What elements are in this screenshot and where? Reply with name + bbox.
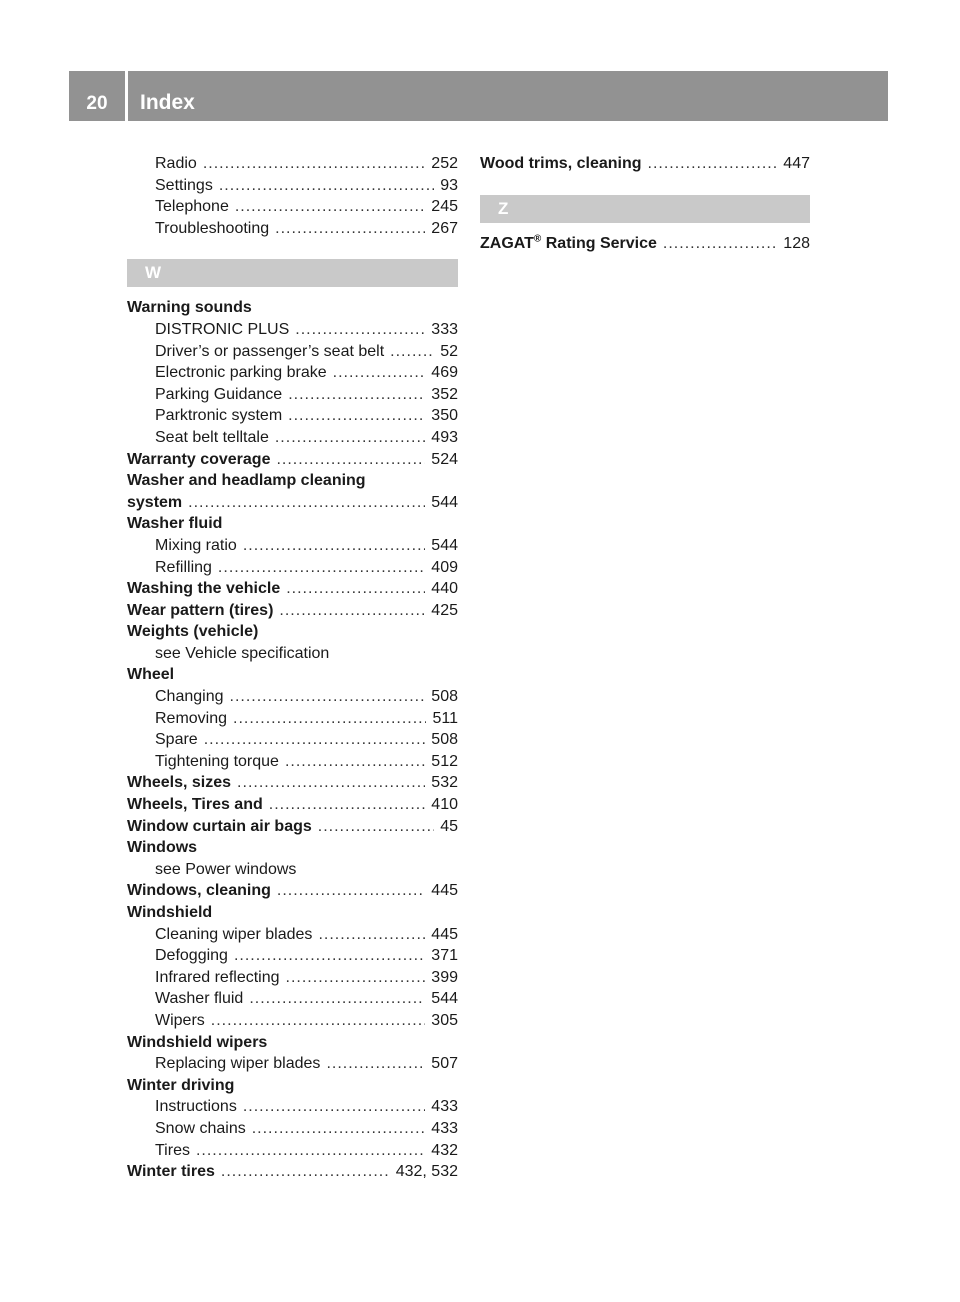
index-subentry[interactable] (127, 1118, 458, 1140)
entry-label-text: Telephone (155, 198, 229, 216)
dot-leader (221, 1161, 390, 1183)
page-reference[interactable]: 433 (431, 1119, 458, 1137)
dot-leader (318, 816, 434, 838)
dot-leader (326, 1053, 425, 1075)
dot-leader (285, 751, 425, 773)
index-entry[interactable] (480, 233, 810, 255)
entry-label-text: Driver’s or passenger’s seat belt (155, 342, 385, 360)
section-spacer (480, 223, 810, 233)
section-spacer (480, 175, 810, 195)
index-subentry[interactable] (127, 341, 458, 363)
index-subentry[interactable] (127, 362, 458, 384)
dot-leader (234, 945, 425, 967)
entry-label (155, 1053, 320, 1075)
entry-label-text: Snow chains (155, 1119, 246, 1137)
entry-label (127, 600, 273, 622)
entry-label-text: Windshield wipers (127, 1033, 268, 1051)
index-subentry (127, 643, 458, 665)
entry-label (155, 924, 312, 946)
entry-label (127, 1032, 267, 1054)
dot-leader (663, 233, 777, 255)
page-title: Index (140, 91, 195, 114)
entry-label-text: Spare (155, 731, 198, 749)
entry-label (127, 837, 197, 859)
entry-label-text: Windows (127, 839, 198, 857)
entry-label-text: Seat belt telltale (155, 428, 269, 446)
index-subentry[interactable] (127, 988, 458, 1010)
page-reference[interactable]: 245 (431, 198, 458, 216)
page-reference[interactable]: 371 (431, 947, 458, 965)
entry-label (155, 427, 269, 449)
index-entry[interactable] (127, 1161, 458, 1183)
index-entry[interactable] (480, 153, 810, 175)
page-reference[interactable]: 409 (431, 558, 458, 576)
entry-label (127, 513, 222, 535)
dot-leader (269, 794, 426, 816)
entry-label (155, 557, 212, 579)
index-subentry[interactable] (127, 405, 458, 427)
index-subentry[interactable] (127, 175, 458, 197)
section-spacer (127, 239, 458, 259)
dot-leader (203, 153, 425, 175)
index-subentry[interactable] (127, 319, 458, 341)
index-subentry[interactable] (127, 153, 458, 175)
page-reference[interactable]: 399 (431, 968, 458, 986)
entry-label (155, 686, 224, 708)
index-subentry[interactable] (127, 967, 458, 989)
entry-label (155, 175, 213, 197)
dot-leader (318, 924, 425, 946)
index-subentry[interactable] (127, 384, 458, 406)
entry-label-text: Windshield (127, 904, 213, 921)
page-reference[interactable]: 52 (440, 342, 458, 360)
entry-label-text: see Power windows (155, 860, 297, 878)
dot-leader (211, 1010, 426, 1032)
entry-label-text: Replacing wiper blades (155, 1055, 321, 1073)
entry-label (155, 1010, 205, 1032)
entry-label (155, 859, 296, 881)
entry-label (127, 880, 271, 902)
dot-leader (275, 218, 425, 240)
header-divider (125, 71, 128, 121)
entry-label-text: Instructions (155, 1098, 237, 1116)
page-reference[interactable]: 350 (431, 407, 458, 425)
index-subentry[interactable] (127, 1140, 458, 1162)
entry-label-text: Warranty coverage (127, 450, 271, 468)
dot-leader (333, 362, 426, 384)
entry-label-text: Washer fluid (127, 515, 223, 533)
entry-label-text: Settings (155, 176, 213, 194)
entry-label (127, 621, 258, 643)
page-reference[interactable]: 532 (431, 774, 458, 792)
index-entry[interactable] (127, 880, 458, 902)
entry-label-text: Washer fluid (155, 990, 244, 1008)
entry-label-text: Changing (155, 688, 224, 706)
entry-label-text: Tightening torque (155, 752, 279, 770)
index-subentry[interactable] (127, 924, 458, 946)
dot-leader (243, 535, 425, 557)
entry-label-text: Parking Guidance (155, 385, 283, 403)
dot-leader (275, 427, 425, 449)
entry-label-text: Wheels, Tires and (127, 796, 263, 814)
entry-label-text: Winter driving (127, 1076, 235, 1094)
entry-label (155, 945, 228, 967)
index-entry (127, 513, 458, 535)
entry-label-text: Parktronic system (155, 407, 283, 425)
entry-label-text: Defogging (155, 947, 228, 965)
index-entry (127, 1032, 458, 1054)
entry-label-text: Window curtain air bags (127, 817, 312, 835)
index-subentry[interactable] (127, 945, 458, 967)
page-reference[interactable]: 493 (431, 428, 458, 446)
entry-label (127, 470, 366, 492)
dot-leader (295, 319, 425, 341)
page-reference[interactable]: 508 (431, 688, 458, 706)
index-subentry[interactable] (127, 218, 458, 240)
page-reference[interactable]: 508 (431, 731, 458, 749)
entry-label (155, 643, 329, 665)
dot-leader (188, 492, 425, 514)
index-entry (127, 902, 458, 924)
index-entry[interactable] (127, 794, 458, 816)
index-entry (127, 1075, 458, 1097)
dot-leader (237, 772, 425, 794)
page-reference[interactable]: 128 (783, 234, 810, 252)
entry-label (127, 1161, 215, 1183)
page-reference[interactable]: 469 (431, 364, 458, 382)
index-entry[interactable] (127, 492, 458, 514)
page-reference[interactable]: 410 (431, 796, 458, 814)
entry-label-text: Radio (155, 155, 197, 172)
index-entry (127, 837, 458, 859)
entry-label-text: Winter tires (127, 1163, 215, 1181)
entry-label-text: Cleaning wiper blades (155, 925, 313, 943)
index-subentry[interactable] (127, 751, 458, 773)
page-reference[interactable]: 433 (431, 1098, 458, 1116)
entry-label-text: ZAGAT (480, 234, 534, 252)
index-entry (127, 664, 458, 686)
entry-label (127, 816, 312, 838)
page-reference[interactable]: 305 (431, 1011, 458, 1029)
index-entry (127, 470, 458, 492)
entry-label (155, 196, 229, 218)
entry-label-text: Wood trims, cleaning (480, 155, 642, 172)
dot-leader (288, 405, 425, 427)
page-reference[interactable]: 267 (431, 219, 458, 237)
entry-label (127, 794, 263, 816)
entry-label-text: Windows, cleaning (127, 882, 271, 900)
page-reference[interactable]: 445 (431, 925, 458, 943)
dot-leader (219, 175, 434, 197)
entry-label (480, 153, 642, 175)
dot-leader (196, 1140, 425, 1162)
entry-label (155, 1096, 237, 1118)
entry-label-text: Wipers (155, 1011, 205, 1029)
entry-label-text: Wheels, sizes (127, 774, 232, 792)
entry-label-text: Wheel (127, 666, 175, 684)
page-reference[interactable]: 425 (431, 601, 458, 619)
entry-label (155, 1118, 246, 1140)
entry-label (155, 319, 289, 341)
page-reference[interactable]: 445 (431, 882, 458, 900)
index-entry[interactable] (127, 816, 458, 838)
index-subentry[interactable] (127, 1096, 458, 1118)
index-subentry[interactable] (127, 557, 458, 579)
entry-label (155, 218, 269, 240)
page-reference[interactable]: 544 (431, 493, 458, 511)
index-entry[interactable] (127, 449, 458, 471)
index-subentry[interactable] (127, 535, 458, 557)
index-subentry[interactable] (127, 196, 458, 218)
dot-leader (288, 384, 425, 406)
entry-label (127, 297, 252, 319)
entry-label-text: Weights (vehicle) (127, 623, 259, 641)
page-reference[interactable]: 544 (431, 990, 458, 1008)
entry-label (155, 988, 243, 1010)
page-reference[interactable]: 352 (431, 385, 458, 403)
entry-label-text: see Vehicle specification (155, 644, 330, 662)
page-reference[interactable]: 447 (783, 155, 810, 172)
entry-label-text: Warning sounds (127, 299, 252, 317)
entry-label-text: Electronic parking brake (155, 364, 327, 382)
page-header (69, 71, 888, 121)
page-reference[interactable]: 333 (431, 320, 458, 338)
page-reference[interactable]: 93 (440, 176, 458, 194)
dot-leader (277, 880, 425, 902)
entry-label (155, 729, 198, 751)
page-reference[interactable]: 440 (431, 580, 458, 598)
dot-leader (390, 341, 434, 363)
index-column-left (127, 153, 458, 1183)
entry-label (127, 1075, 234, 1097)
page-reference[interactable]: 45 (440, 817, 458, 835)
entry-label (480, 233, 657, 255)
index-entry[interactable] (127, 772, 458, 794)
entry-label-text: system (127, 493, 183, 511)
index-subentry[interactable] (127, 708, 458, 730)
entry-label (155, 535, 237, 557)
entry-label (127, 492, 182, 514)
entry-label (127, 449, 270, 471)
page-reference[interactable]: 432, 532 (395, 1163, 458, 1181)
entry-label (155, 967, 280, 989)
index-entry[interactable] (127, 578, 458, 600)
entry-label (127, 664, 174, 686)
dot-leader (235, 196, 425, 218)
entry-label-text: Troubleshooting (155, 219, 270, 237)
entry-label (155, 751, 279, 773)
index-subentry (127, 859, 458, 881)
index-subentry[interactable] (127, 1053, 458, 1075)
dot-leader (279, 600, 425, 622)
dot-leader (252, 1118, 426, 1140)
index-entry (127, 621, 458, 643)
dot-leader (648, 153, 778, 175)
page-number: 20 (86, 93, 108, 114)
entry-label-text: Washing the vehicle (127, 580, 281, 598)
entry-label-text: Tires (155, 1141, 190, 1159)
index-subentry[interactable] (127, 686, 458, 708)
entry-label-text: Infrared reflecting (155, 968, 280, 986)
entry-label (127, 772, 231, 794)
section-spacer (127, 287, 458, 297)
entry-label (155, 362, 327, 384)
entry-label-text: Washer and headlamp cleaning (127, 472, 366, 490)
dot-leader (276, 449, 425, 471)
entry-label (155, 405, 282, 427)
entry-label (155, 708, 227, 730)
entry-label-text: DISTRONIC PLUS (155, 320, 290, 338)
entry-label-text: Wear pattern (tires) (127, 601, 274, 619)
entry-label (155, 153, 197, 175)
dot-leader (243, 1096, 425, 1118)
entry-label (127, 578, 280, 600)
dot-leader (230, 686, 426, 708)
page-reference[interactable]: 511 (432, 709, 458, 727)
entry-label (155, 341, 384, 363)
index-entry (127, 297, 458, 319)
page-reference[interactable]: 544 (431, 536, 458, 554)
page-reference[interactable]: 507 (431, 1055, 458, 1073)
index-subentry[interactable] (127, 427, 458, 449)
entry-label (155, 384, 282, 406)
dot-leader (249, 988, 425, 1010)
index-subentry[interactable] (127, 729, 458, 751)
dot-leader (204, 729, 426, 751)
index-subentry[interactable] (127, 1010, 458, 1032)
page-reference[interactable]: 524 (431, 450, 458, 468)
page-reference[interactable]: 252 (431, 155, 458, 172)
page-reference[interactable]: 432 (431, 1141, 458, 1159)
index-entry[interactable] (127, 600, 458, 622)
registered-mark: ® (533, 233, 542, 245)
dot-leader (286, 578, 425, 600)
entry-label-text: Removing (155, 709, 228, 727)
dot-leader (286, 967, 426, 989)
entry-label-suffix: Rating Service (541, 234, 657, 252)
entry-label-text: Refilling (155, 558, 212, 576)
index-letter-heading: W (127, 259, 458, 287)
dot-leader (233, 708, 426, 730)
page-reference[interactable]: 512 (431, 752, 458, 770)
entry-label-text: Mixing ratio (155, 536, 237, 554)
index-letter-heading: Z (480, 195, 810, 223)
entry-label (155, 1140, 190, 1162)
index-column-right (480, 153, 810, 254)
dot-leader (218, 557, 425, 579)
entry-label (127, 902, 212, 924)
